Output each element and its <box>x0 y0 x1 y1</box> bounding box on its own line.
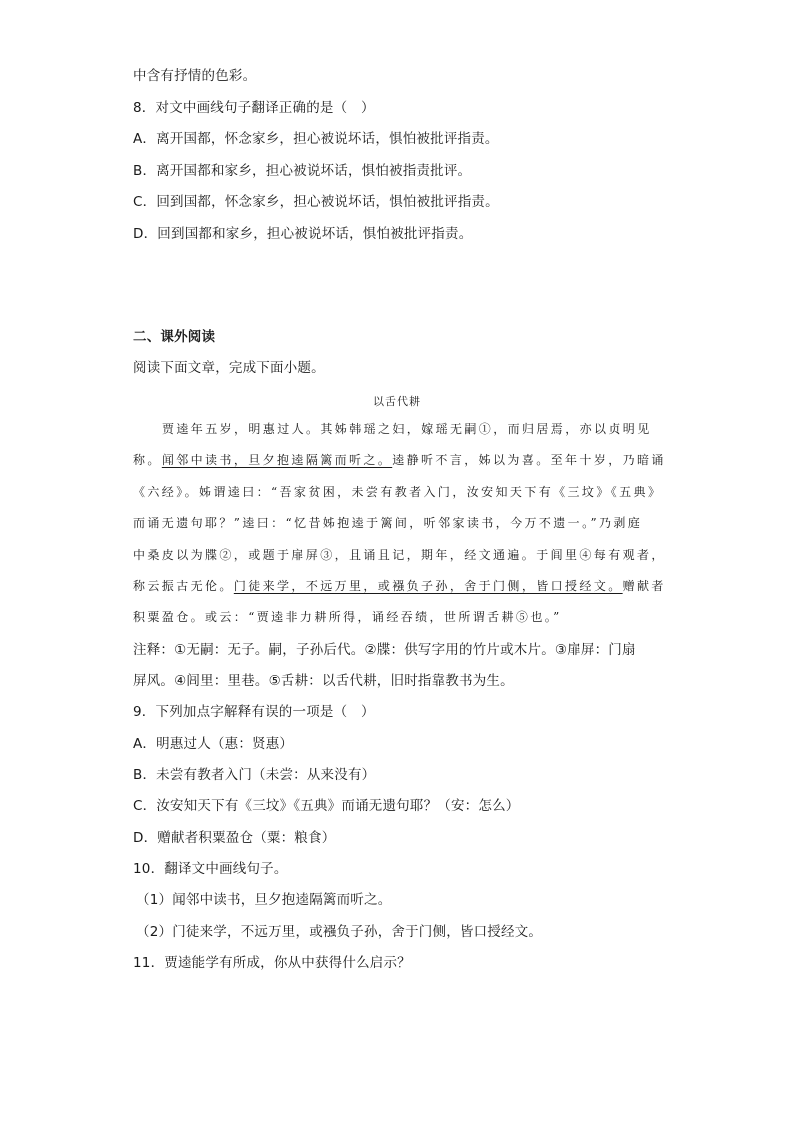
passage-line-2 <box>133 451 666 469</box>
question-8-option-b: B．离开国都和家乡，担心被说坏话，惧怕被指责批评。 <box>133 163 472 179</box>
question-10-item-2: （2）门徒来学，不远万里，或襁负子孙，舍于门侧，皆口授经文。 <box>136 924 543 940</box>
question-8-option-c: C．回到国都，怀念家乡，担心被说坏话，惧怕被批评指责。 <box>133 194 499 210</box>
underlined-sentence-1: 闻邻中读书，旦夕抱逵隔篱而听之。 <box>161 453 393 467</box>
question-9-option-a: A．明惠过人（惠：贤惠） <box>133 736 294 752</box>
passage-line-1: 贾逵年五岁，明惠过人。其姊韩瑶之妇，嫁瑶无嗣①，而归居焉，亦以贞明见 <box>162 422 652 436</box>
section-heading: 二、课外阅读 <box>133 329 216 345</box>
passage-line-6-start: 称云振古无伦。 <box>133 579 234 593</box>
question-9-option-d: D．赠献者积粟盈仓（粟：粮食） <box>133 830 336 846</box>
question-9-stem: 9．下列加点字解释有误的一项是（ ） <box>133 704 375 720</box>
passage-line-2-start: 称。 <box>133 453 162 467</box>
notes-line-1: 注释：①无嗣：无子。嗣，子孙后代。②牒：供写字用的竹片或木片。③扉屏：门扇 <box>133 642 636 658</box>
notes-line-2: 屏风。④闾里：里巷。⑤舌耕：以舌代耕，旧时指靠教书为生。 <box>133 673 514 689</box>
section-instruction: 阅读下面文章，完成下面小题。 <box>133 360 325 376</box>
passage-line-5: 中桑皮以为牒②，或题于扉屏③，且诵且记，期年，经文通遍。于闾里④每有观者， <box>133 548 666 562</box>
question-8-option-a: A．离开国都，怀念家乡，担心被说坏话，惧怕被批评指责。 <box>133 131 499 147</box>
question-11-stem: 11．贾逵能学有所成，你从中获得什么启示？ <box>133 955 411 971</box>
previous-answer-tail: 中含有抒情的色彩。 <box>133 68 257 84</box>
passage-line-4: 而诵无遗句耶？”逵曰：“忆昔姊抱逵于篱间，听邻家读书，今万不遗一。”乃剥庭 <box>133 516 643 530</box>
passage-line-6-end: 赠献者 <box>622 579 666 593</box>
passage-title: 以舌代耕 <box>373 395 421 408</box>
question-8-option-d: D．回到国都和家乡，担心被说坏话，惧怕被批评指责。 <box>133 226 473 242</box>
underlined-sentence-2: 门徒来学，不远万里，或襁负子孙，舍于门侧，皆口授经文。 <box>233 579 623 593</box>
question-10-item-1: （1）闻邻中读书，旦夕抱逵隔篱而听之。 <box>136 892 392 908</box>
passage-line-3: 《六经》。姊谓逵曰：“吾家贫困，未尝有教者入门，汝安知天下有《三坟》《五典》 <box>133 485 663 499</box>
passage-line-6 <box>133 577 666 595</box>
question-10-stem: 10．翻译文中画线句子。 <box>133 861 288 877</box>
question-9-option-b: B．未尝有教者入门（未尝：从来没有） <box>133 767 376 783</box>
question-9-option-c: C．汝安知天下有《三坟》《五典》而诵无遗句耶？（安：怎么） <box>133 798 520 814</box>
question-8-stem: 8．对文中画线句子翻译正确的是（ ） <box>133 100 375 116</box>
passage-line-2-end: 逵静听不言，姊以为喜。至年十岁，乃暗诵 <box>392 453 666 467</box>
passage-line-7: 积粟盈仓。或云：“贾逵非力耕所得，诵经吞绩，世所谓舌耕⑤也。” <box>133 610 562 624</box>
